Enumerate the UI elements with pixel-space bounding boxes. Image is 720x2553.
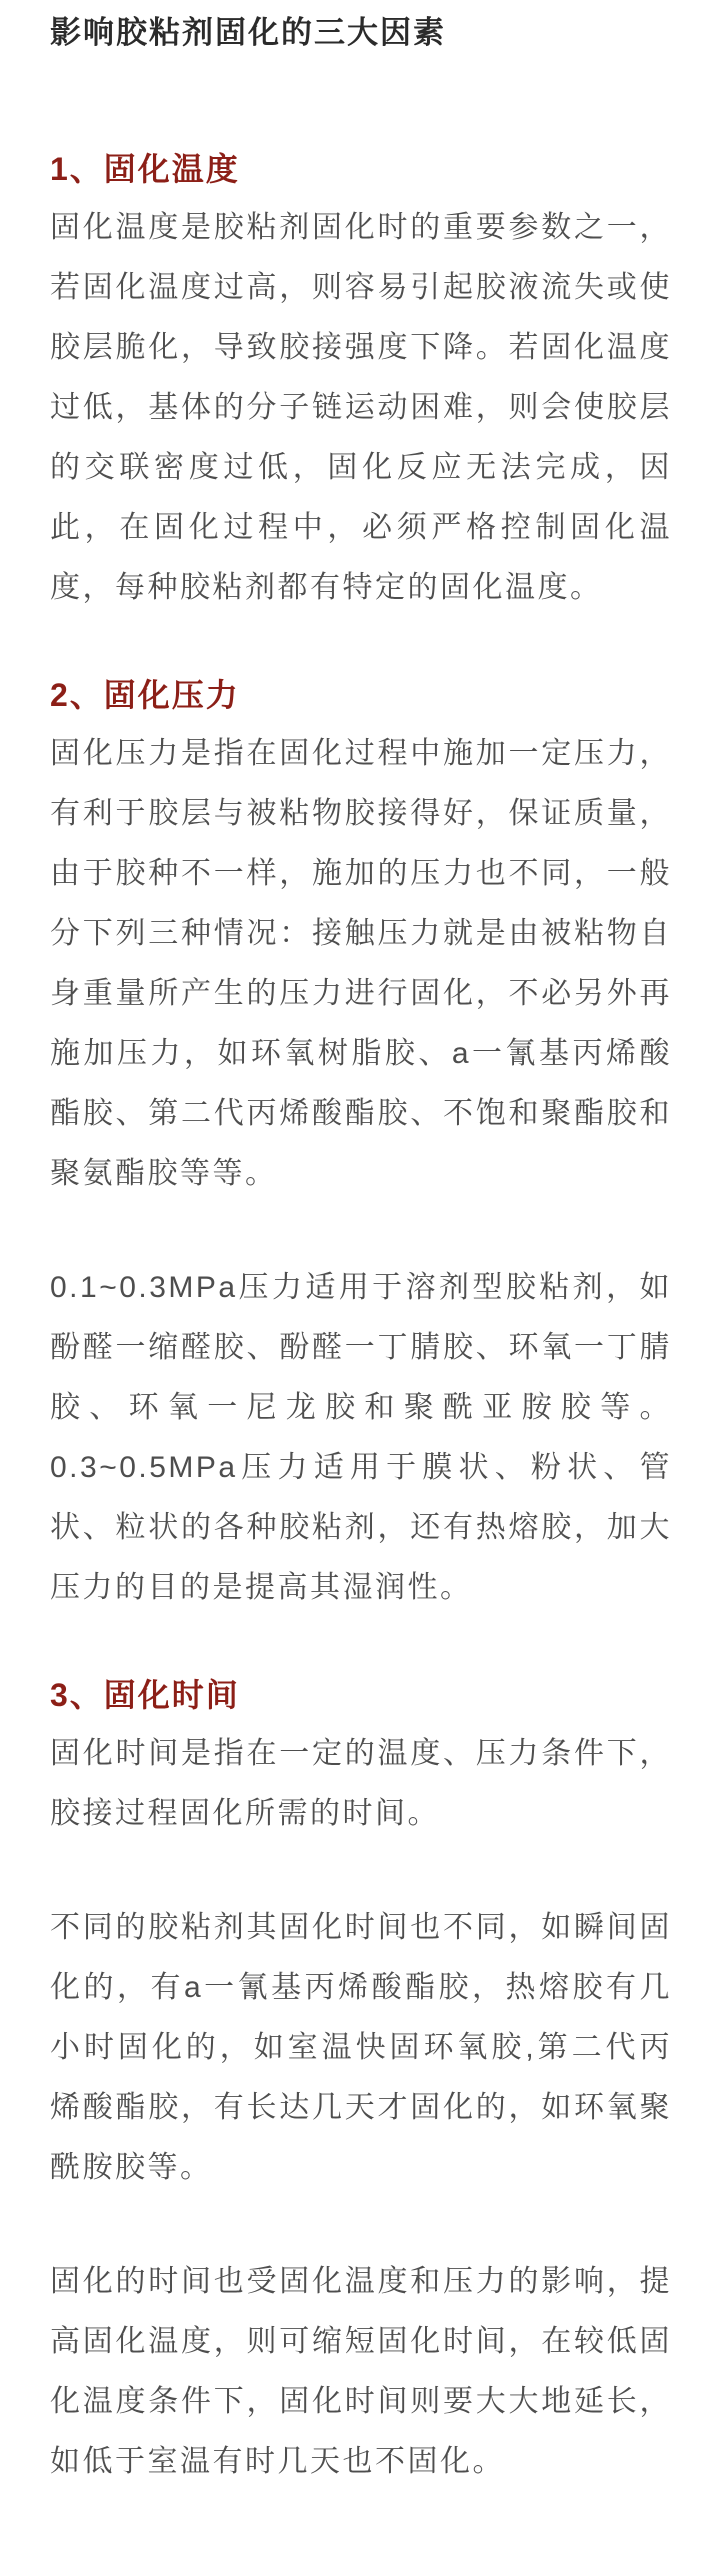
section-1 (50, 146, 672, 618)
sections (50, 146, 672, 2492)
section-heading: 1、固化温度 (50, 151, 240, 187)
section-heading: 3、固化时间 (50, 1677, 240, 1713)
section-3 (50, 1672, 672, 2492)
section-heading: 2、固化压力 (50, 677, 240, 713)
paragraph: 固化时间是指在一定的温度、压力条件下，胶接过程固化所需的时间。 (50, 1737, 672, 1830)
paragraph: 固化温度是胶粘剂固化时的重要参数之一，若固化温度过高，则容易引起胶液流失或使胶层脆化，导致胶接强度下降。若固化温度过低，基体的分子链运动困难，则会使胶层的交联密度过低，固化反应无法完成，因此，在固化过程中，必须严格控制固化温度，每种胶粘剂都有特定的固化温度。 (50, 211, 672, 604)
paragraph: 不同的胶粘剂其固化时间也不同，如瞬间固化的，有a一氰基丙烯酸酯胶，热熔胶有几小时固化的，如室温快固环氧胶,第二代丙烯酸酯胶，有长达几天才固化的，如环氧聚酰胺胶等。 (50, 1911, 672, 2184)
paragraph: 0.1~0.3MPa压力适用于溶剂型胶粘剂，如酚醛一缩醛胶、酚醛一丁腈胶、环氧一丁腈胶、环氧一尼龙胶和聚酰亚胺胶等。0.3~0.5MPa压力适用于膜状、粉状、管状、粒状的各种胶粘剂，还有热熔胶，加大压力的目的是提高其湿润性。 (50, 1271, 672, 1604)
section-2 (50, 672, 672, 1618)
paragraph: 固化的时间也受固化温度和压力的影响，提高固化温度，则可缩短固化时间，在较低固化温度条件下，固化时间则要大大地延长，如低于室温有时几天也不固化。 (50, 2265, 672, 2478)
paragraph: 固化压力是指在固化过程中施加一定压力，有利于胶层与被粘物胶接得好，保证质量，由于胶种不一样，施加的压力也不同，一般分下列三种情况：接触压力就是由被粘物自身重量所产生的压力进行固化，不必另外再施加压力，如环氧树脂胶、a一氰基丙烯酸酯胶、第二代丙烯酸酯胶、不饱和聚酯胶和聚氨酯胶等等。 (50, 737, 672, 1190)
page-title: 影响胶粘剂固化的三大因素 (50, 15, 446, 50)
